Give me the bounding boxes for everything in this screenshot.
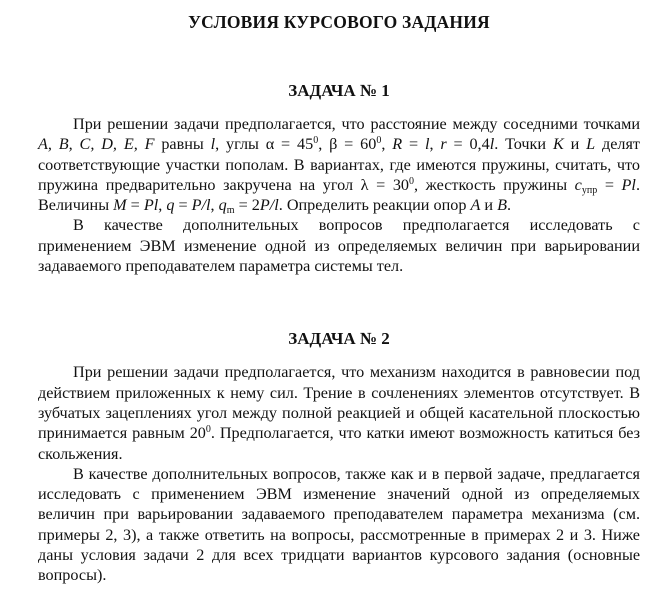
symbol-P-over-l: P/l bbox=[191, 196, 211, 215]
task1-paragraph-2: В качестве дополнительных вопросов предполагается исследовать с применением ЭВМ изменение одной из определяемых величин при варьировании задаваемого преподавателем параметра системы тел. bbox=[38, 216, 640, 276]
task1-paragraph-1 bbox=[38, 114, 640, 215]
text-run: . Предполагается, что катки имеют возможность катиться без скольжения. bbox=[38, 424, 640, 463]
task2-title: ЗАДАЧА № 2 bbox=[288, 329, 390, 349]
symbol-r: r bbox=[440, 135, 447, 154]
symbol-K: K bbox=[552, 135, 564, 154]
symbol-Pl: Pl bbox=[143, 196, 159, 215]
text-run: равны bbox=[154, 135, 211, 154]
text-run: , bbox=[158, 196, 167, 215]
task2-paragraph-1 bbox=[38, 362, 640, 463]
text-run: , жесткость пружины bbox=[414, 175, 575, 194]
symbol-A: A bbox=[470, 196, 481, 215]
text-run: . Определить реакции опор bbox=[278, 196, 471, 215]
task2-paragraph-2: В качестве дополнительных вопросов, также как и в первой задаче, предлагается исследовать с применением ЭВМ изменение значений одной из определяемых величин при варьировании задаваемого преподавателем параметра механизма (см. примеры 2, 3), а также ответить на вопросы, рассмотренные в примерах 2 и 3. Ниже даны условия задачи 2 для всех тридцати вариантов курсового задания (основные вопросы). bbox=[38, 464, 640, 585]
symbol-l: l bbox=[210, 135, 216, 154]
degree-mark: 0 bbox=[409, 175, 415, 187]
text-run: = 2 bbox=[234, 196, 260, 215]
text-run: . Точки bbox=[494, 135, 553, 154]
symbol-q: q bbox=[218, 196, 227, 215]
subscript-upr: упр bbox=[581, 184, 598, 196]
symbol-Pl: Pl bbox=[621, 175, 636, 194]
text-run: и bbox=[480, 196, 498, 215]
symbol-c: c bbox=[574, 175, 582, 194]
task1-body bbox=[38, 114, 640, 276]
document-title: УСЛОВИЯ КУРСОВОГО ЗАДАНИЯ bbox=[188, 12, 490, 32]
text-run: , bbox=[429, 135, 441, 154]
symbol-M: M bbox=[113, 196, 127, 215]
text-run: = bbox=[402, 135, 425, 154]
text-run: = 0,4 bbox=[446, 135, 490, 154]
text-run: При решении задачи предполагается, что расстояние между соседними точками bbox=[73, 115, 640, 133]
text-run: . Величины bbox=[38, 175, 640, 215]
text-run: и bbox=[563, 135, 587, 154]
text-run: , bbox=[210, 196, 219, 215]
text-run: , bbox=[381, 135, 393, 154]
symbol-l: l bbox=[489, 135, 495, 154]
text-run: = bbox=[174, 196, 192, 215]
symbol-R: R bbox=[392, 135, 403, 154]
degree-mark: 0 bbox=[205, 424, 211, 436]
text-run: делят соответствующие участки пополам. В вариантах, где имеются пружины, считать, что пружина предварительно закручена на угол λ = 30 bbox=[38, 135, 640, 194]
text-run: . bbox=[507, 196, 512, 215]
degree-mark: 0 bbox=[376, 135, 382, 147]
symbol-B: B bbox=[497, 196, 508, 215]
points-symbols: A, B, C, D, E, F bbox=[38, 135, 155, 154]
text-run: = bbox=[126, 196, 144, 215]
symbol-l: l bbox=[424, 135, 430, 154]
task1-title: ЗАДАЧА № 1 bbox=[288, 81, 390, 100]
text-run: При решении задачи предполагается, что механизм находится в равновесии под действием приложенных к нему сил. Трение в сочленениях элементов отсутствует. В зубчатых зацеплениях угол между полной реакцией и общей касательной плоскостью принимается равным 20 bbox=[38, 363, 640, 443]
subscript-m: m bbox=[226, 205, 235, 217]
symbol-L: L bbox=[586, 135, 596, 154]
symbol-q: q bbox=[166, 196, 175, 215]
symbol-P-over-l: P/l bbox=[259, 196, 279, 215]
task2-body bbox=[38, 362, 640, 585]
text-run: , углы α = 45 bbox=[215, 135, 314, 154]
degree-mark: 0 bbox=[313, 135, 319, 147]
text-run: = bbox=[597, 175, 622, 194]
text-run: , β = 60 bbox=[318, 135, 377, 154]
